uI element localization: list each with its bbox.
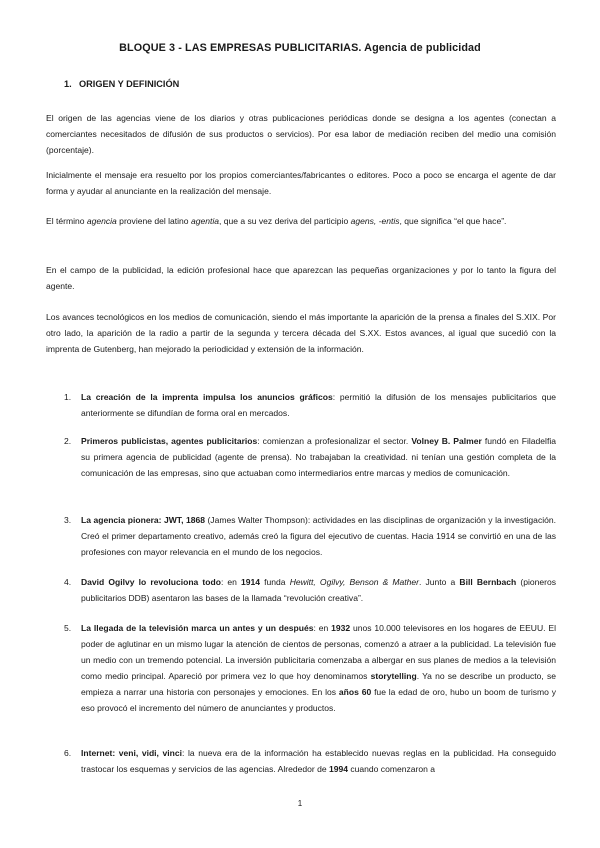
section-number: 1. [64,79,72,89]
section-heading [64,79,179,89]
section-title: ORIGEN Y DEFINICIÓN [79,79,180,89]
list-item: 5. La llegada de la televisión marca un antes y un después: en 1932 unos 10.000 televisores en los hogares de EEUU. El poder de aglutinar en un mismo lugar la atención de cientos de personas, comenzó a atraer a la publicidad. La televisión fue un medio con un tremendo potencial. La inversión publicitaria comenzaba a albergar en sus planes de medios a la televisión como medio principal. Apareció por primera vez lo que hoy denominamos storytelling. Ya no se describe un producto, se empieza a narrar una historia con personajes y emociones. En los años 60 fue la edad de oro, hubo un boom de turismo y eso provocó el incremento del número de anunciantes y productos. [64,620,556,716]
page-number: 1 [297,799,303,808]
list-item-number: 3. [64,515,72,525]
list-item-number: 6. [64,748,72,758]
paragraph-technology-advances: Los avances tecnológicos en los medios de comunicación, siendo el más importante la aparición de la prensa a finales del S.XIX. Por otro lado, la aparición de la radio a partir de la segunda y tercera década del S.XX. Estos avances, al igual que sucedió con la imprenta de Gutenberg, han mejorado la periodicidad y extensión de la información. [46,312,556,354]
paragraph-term-agencia: El término agencia proviene del latino agentia, que a su vez deriva del participio agens, -entis, que significa “el que hace”. [46,216,507,226]
list-item: 2. Primeros publicistas, agentes publicitarios: comienzan a profesionalizar el sector. Volney B. Palmer fundó en Filadelfia su primera agencia de publicidad (agente de prensa). No trabajaban la creatividad. ni tenían una gestión completa de la comunicación de las empresas, sino que actuaban como intermediarios entre marcas y medios de comunicación. [64,433,556,481]
paragraph-initial-message: Inicialmente el mensaje era resuelto por los propios comerciantes/fabricantes o editores. Poco a poco se encarga el agente de dar forma y ayudar al anunciante en la realización del mensaje. [46,170,556,196]
list-item-number: 2. [64,436,72,446]
list-item-number: 1. [64,392,72,402]
list-item: 4. David Ogilvy lo revoluciona todo: en 1914 funda Hewitt, Ogilvy, Benson & Mather. Junto a Bill Bernbach (pioneros publicitarios DDB) asentaron las bases de la llamada “revolución creativa”. [64,574,556,606]
paragraph-professional-edition: En el campo de la publicidad, la edición profesional hace que aparezcan las pequeñas organizaciones y por lo tanto la figura del agente. [46,265,556,291]
document-title: BLOQUE 3 - LAS EMPRESAS PUBLICITARIAS. Agencia de publicidad [119,42,481,54]
paragraph-origin: El origen de las agencias viene de los diarios y otras publicaciones periódicas donde se designa a los agentes (conectan a comerciantes necesitados de difusión de sus productos o servicios). Por esa labor de mediación reciben del medio una comisión (porcentaje). [46,113,556,155]
list-item-number: 5. [64,623,72,633]
list-item-number: 4. [64,577,72,587]
list-item: 6. Internet: veni, vidi, vinci: la nueva era de la información ha establecido nuevas reglas en la publicidad. Ha conseguido trastocar los esquemas y servicios de las agencias. Alrededor de 1994 cuando comenzaron a [64,745,556,777]
list-item: 3. La agencia pionera: JWT, 1868 (James Walter Thompson): actividades en las disciplinas de organización y la investigación. Creó el primer departamento creativo, además creó la figura del ejecutivo de cuentas. Hacia 1914 se convirtió en una de las profesiones con mayor relevancia en el mundo de los negocios. [64,512,556,560]
list-item: 1. La creación de la imprenta impulsa los anuncios gráficos: permitió la difusión de los mensajes publicitarios que anteriormente se difundían de forma oral en mercados. [64,389,556,421]
